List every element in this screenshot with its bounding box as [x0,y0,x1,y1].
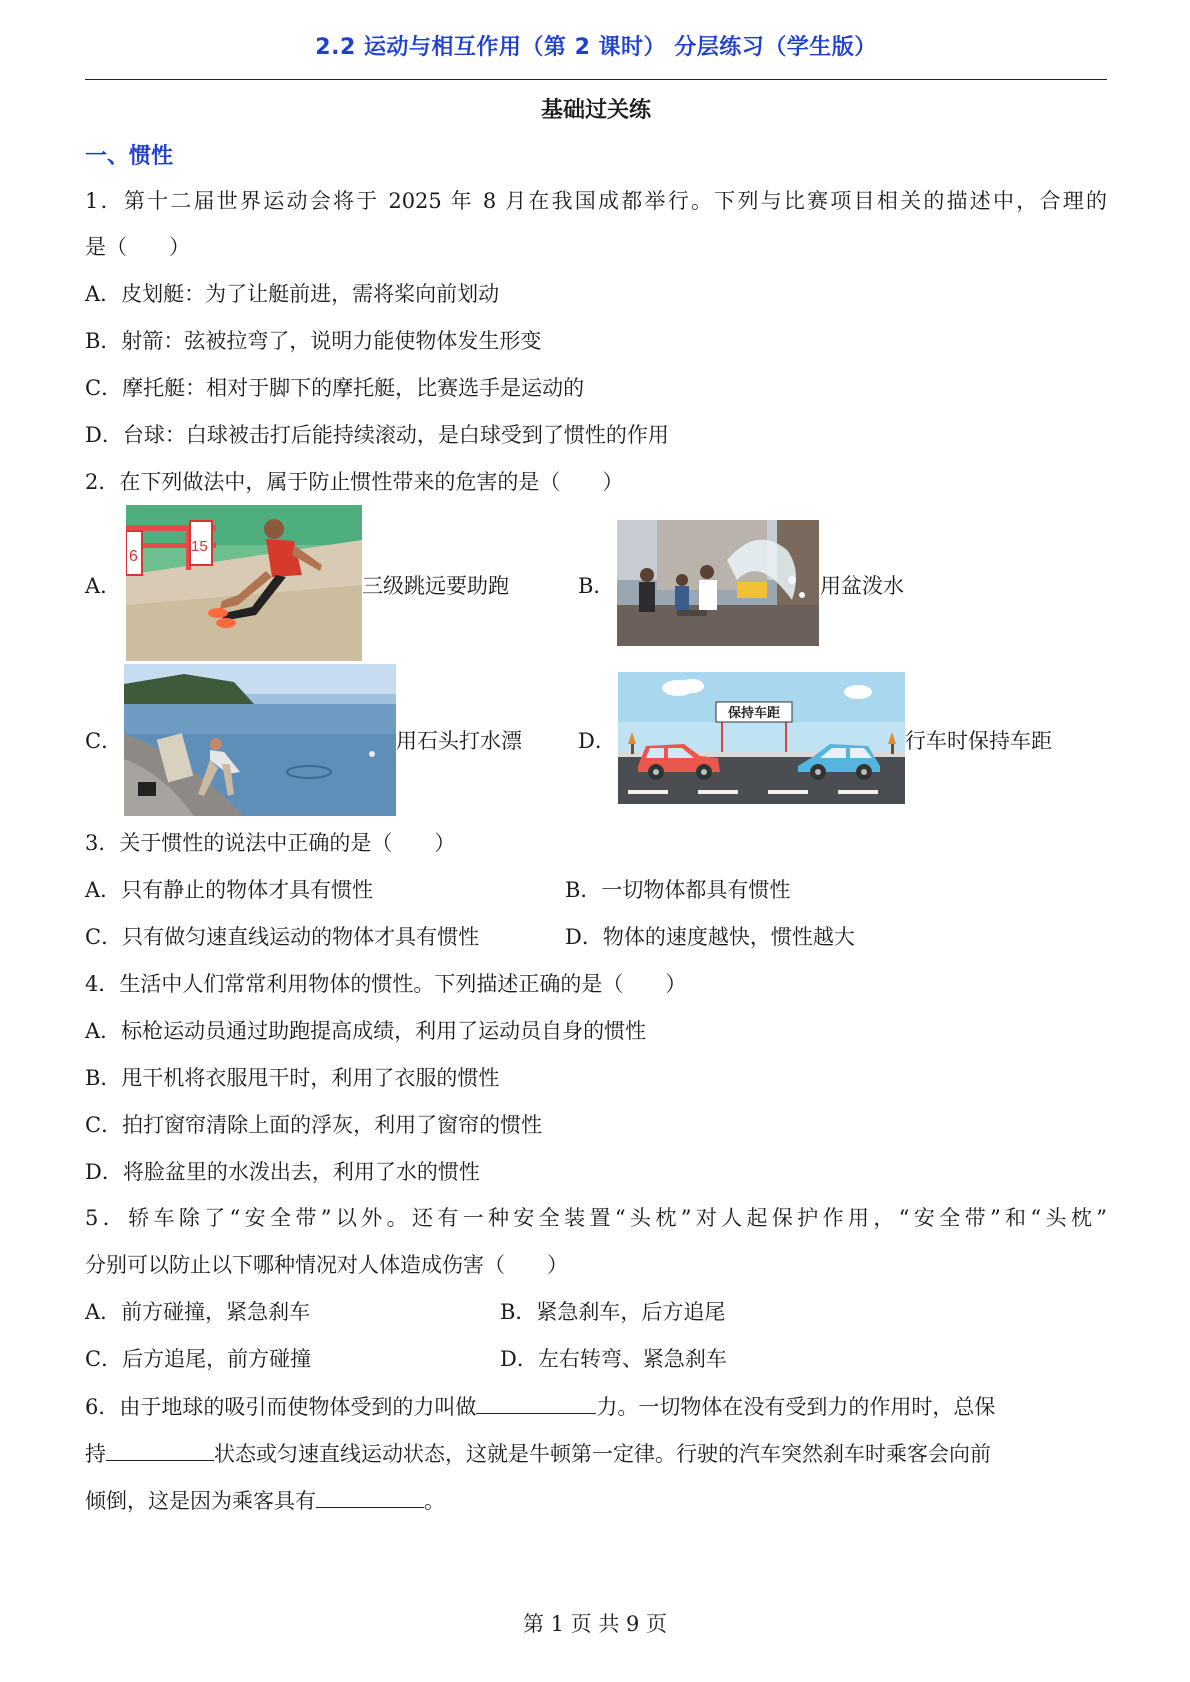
q2-option-c-text: 用石头打水漂 [396,729,522,753]
q1-stem-line1: 1．第十二届世界运动会将于 2025 年 8 月在我国成都举行。下列与比赛项目相关的描述中，合理的 [85,189,1107,213]
q6-blank-1[interactable] [476,1391,596,1414]
q4-option-b: B．甩干机将衣服甩干时，利用了衣服的惯性 [85,1066,500,1090]
q6-line3-text-b: 。 [424,1489,445,1513]
q4-option-c: C．拍打窗帘清除上面的浮灰，利用了窗帘的惯性 [85,1113,543,1137]
q6-blank-3[interactable] [316,1485,424,1508]
q6-line3 [85,1485,445,1516]
part-heading: 一、惯性 [85,144,174,169]
page-footer: 第 1 页 共 9 页 [522,1612,668,1636]
q6-line2-text-a: 持 [85,1442,106,1466]
q3-option-a: A．只有静止的物体才具有惯性 [85,878,374,902]
q1-option-d: D．台球：白球被击打后能持续滚动，是白球受到了惯性的作用 [85,423,669,447]
q4-option-a: A．标枪运动员通过助跑提高成绩，利用了运动员自身的惯性 [85,1019,647,1043]
q3-stem: 3．关于惯性的说法中正确的是（ ） [85,831,456,855]
q6-line3-text-a: 倾倒，这是因为乘客具有 [85,1489,316,1513]
hurdle-number-15: 15 [191,538,208,555]
car-distance-illustration [618,672,905,804]
q6-blank-2[interactable] [106,1438,214,1461]
q2-option-c-letter: C． [85,729,123,753]
q2-option-a-text: 三级跳远要助跑 [362,574,509,598]
q6-line2-text-b: 状态或匀速直线运动状态，这就是牛顿第一定律。行驶的汽车突然刹车时乘客会向前 [214,1442,991,1466]
q2-option-a-letter: A． [85,574,122,598]
keep-distance-sign-text: 保持车距 [727,706,781,721]
q1-stem-line2: 是（ ） [85,235,190,259]
q5-option-d: D．左右转弯、紧急刹车 [500,1347,727,1371]
section-title: 基础过关练 [540,98,651,123]
q4-stem: 4．生活中人们常常利用物体的惯性。下列描述正确的是（ ） [85,972,687,996]
q3-option-d: D．物体的速度越快，惯性越大 [565,925,855,949]
q6-line1-text-b: 力。一切物体在没有受到力的作用时，总保 [596,1395,996,1419]
q1-option-b: B．射箭：弦被拉弯了，说明力能使物体发生形变 [85,329,542,353]
header-rule [85,79,1107,80]
q4-option-d: D．将脸盆里的水泼出去，利用了水的惯性 [85,1160,480,1184]
q2-option-b-letter: B． [578,574,615,598]
long-jump-photo [126,505,362,661]
q5-option-b: B．紧急刹车，后方追尾 [500,1300,726,1324]
q6-line2 [85,1438,991,1469]
q2-option-b-text: 用盆泼水 [820,574,904,598]
q3-option-b: B．一切物体都具有惯性 [565,878,791,902]
q3-option-c: C．只有做匀速直线运动的物体才具有惯性 [85,925,480,949]
q6-line1-text-a: 6．由于地球的吸引而使物体受到的力叫做 [85,1395,477,1419]
water-splash-photo [617,520,819,646]
hurdle-number-6: 6 [129,548,138,565]
q5-option-c: C．后方追尾，前方碰撞 [85,1347,312,1371]
q1-option-a: A．皮划艇：为了让艇前进，需将桨向前划动 [85,282,500,306]
q2-option-d-letter: D． [578,729,616,753]
q6-line1 [85,1391,995,1422]
q2-option-d-text: 行车时保持车距 [905,729,1052,753]
q5-option-a: A．前方碰撞，紧急刹车 [85,1300,311,1324]
q1-option-c: C．摩托艇：相对于脚下的摩托艇，比赛选手是运动的 [85,376,585,400]
stone-skipping-photo [124,664,396,816]
document-title: 2.2 运动与相互作用（第 2 课时） 分层练习（学生版） [315,35,877,60]
q2-stem: 2．在下列做法中，属于防止惯性带来的危害的是（ ） [85,470,624,494]
q5-stem-line1: 5．轿车除了“安全带”以外。还有一种安全装置“头枕”对人起保护作用，“安全带”和“头枕” [85,1206,1107,1230]
q5-stem-line2: 分别可以防止以下哪种情况对人体造成伤害（ ） [85,1253,568,1277]
